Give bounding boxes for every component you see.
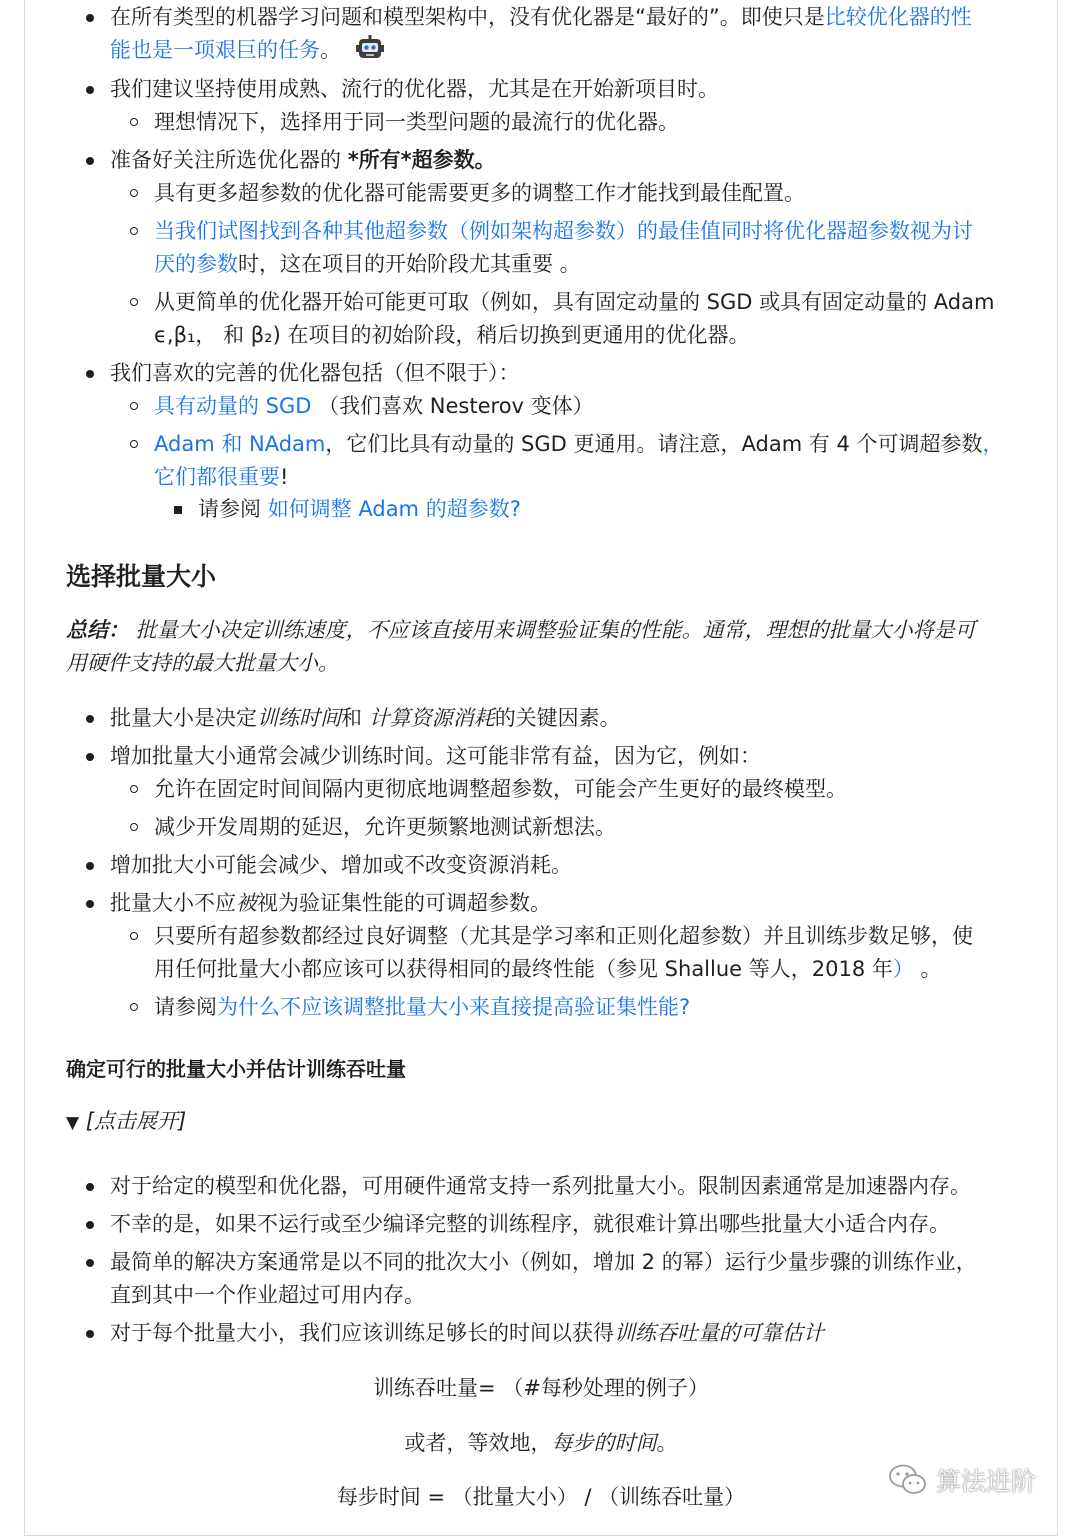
text: 时，这在项目的开始阶段尤其重要 。 bbox=[238, 252, 581, 276]
text: 批量大小是决定 bbox=[110, 706, 257, 730]
text: 。 bbox=[913, 957, 942, 981]
text: 批量大小决定训练速度，不应该直接用来调整验证集的性能。通常，理想的批量大小将是可 bbox=[129, 618, 976, 642]
wechat-icon bbox=[888, 1463, 928, 1497]
text: 视为验证集性能的可调超参数。 bbox=[257, 891, 551, 915]
optimizer-comparison-link-cont[interactable]: 能也是一项艰巨的任务 bbox=[110, 38, 320, 62]
watermark-text: 算法进阶 bbox=[936, 1467, 1037, 1496]
batch-size-faq-link[interactable]: 为什么不应该调整批量大小来直接提高验证集性能? bbox=[217, 995, 691, 1019]
text: 请参阅 bbox=[154, 995, 217, 1019]
robot-emoji-icon bbox=[356, 34, 384, 62]
formula-time-per-step: 每步时间 = （批量大小） / （训练吞吐量） bbox=[336, 1485, 746, 1509]
list-item-continued bbox=[154, 461, 288, 493]
list-item bbox=[154, 428, 1004, 460]
optimizer-comparison-link[interactable]: 比较优化器的性 bbox=[824, 5, 972, 29]
adam-importance-link[interactable]: ， bbox=[982, 432, 1004, 456]
nuisance-params-link[interactable]: 当我们试图找到各种其他超参数（例如架构超参数）的最佳值同时将优化器超参数视为讨 bbox=[154, 219, 973, 243]
watermark bbox=[888, 1458, 1036, 1502]
text: ，它们比具有动量的 SGD 更通用。请注意，Adam 有 4 个可调超参数 bbox=[325, 432, 983, 456]
list-item-continued bbox=[110, 34, 384, 66]
shallue-citation-link[interactable]: ） bbox=[892, 957, 914, 981]
italic-text: 计算资源消耗 bbox=[368, 706, 495, 730]
text: 在所有类型的机器学习问题和模型架构中，没有优化器是“最好的”。即使只是 bbox=[110, 5, 825, 29]
adam-importance-link-cont[interactable]: 它们都很重要 bbox=[154, 465, 280, 489]
text: （我们喜欢 Nesterov 变体） bbox=[311, 394, 594, 418]
section-heading: 选择批量大小 bbox=[66, 562, 217, 591]
bold-text: *所有*超参数。 bbox=[347, 148, 496, 172]
italic-text: 每步的时间 bbox=[551, 1431, 657, 1455]
text: 用任何批量大小都应该可以获得相同的最终性能（参见 Shallue 等人，2018 年 bbox=[154, 957, 893, 981]
text: 和 bbox=[341, 706, 369, 730]
expand-toggle[interactable] bbox=[66, 1105, 186, 1139]
text: 准备好关注所选优化器的 bbox=[110, 148, 348, 172]
list-item bbox=[154, 215, 973, 247]
text: 。 bbox=[320, 38, 341, 62]
list-item: 我们喜欢的完善的优化器包括（但不限于）： bbox=[110, 357, 520, 389]
list-item: 从更简单的优化器开始可能更可取（例如，具有固定动量的 SGD 或具有固定动量的 Adam bbox=[154, 286, 994, 318]
list-item-continued bbox=[154, 248, 581, 280]
list-item bbox=[110, 702, 621, 734]
list-item bbox=[198, 493, 521, 525]
list-item: 理想情况下，选择用于同一类型问题的最流行的优化器。 bbox=[154, 106, 679, 138]
list-item-continued bbox=[154, 953, 942, 985]
summary-paragraph-cont: 用硬件支持的最大批量大小。 bbox=[66, 651, 339, 675]
text: 的关键因素。 bbox=[494, 706, 621, 730]
list-item-continued: ϵ,β₁， 和 β₂) 在项目的初始阶段，稍后切换到更通用的优化器。 bbox=[154, 323, 750, 347]
list-item: 对于给定的模型和优化器，可用硬件通常支持一系列批量大小。限制因素通常是加速器内存。 bbox=[110, 1170, 971, 1202]
toggle-label: [点击展开] bbox=[85, 1109, 187, 1133]
list-item: 减少开发周期的延迟，允许更频繁地测试新想法。 bbox=[154, 811, 616, 843]
list-item bbox=[110, 887, 551, 919]
text: ! bbox=[280, 465, 289, 489]
list-item: 增加批量大小通常会减少训练时间。这可能非常有益，因为它，例如： bbox=[110, 740, 761, 772]
list-item bbox=[110, 1, 972, 33]
text: 请参阅 bbox=[198, 497, 268, 521]
text: 或者，等效地， bbox=[404, 1431, 552, 1455]
summary-label: 总结： bbox=[66, 618, 129, 642]
text: 对于每个批量大小，我们应该训练足够长的时间以获得 bbox=[110, 1321, 614, 1345]
triangle-down-icon: ▼ bbox=[66, 1113, 80, 1133]
list-item bbox=[154, 991, 690, 1023]
list-item-continued: 直到其中一个作业超过可用内存。 bbox=[110, 1283, 425, 1307]
tune-adam-link[interactable]: 如何调整 Adam 的超参数? bbox=[267, 497, 521, 521]
list-item: 允许在固定时间间隔内更彻底地调整超参数，可能会产生更好的最终模型。 bbox=[154, 773, 847, 805]
list-item bbox=[110, 1317, 824, 1349]
italic-text: 训练吞吐量的可靠估计 bbox=[614, 1321, 824, 1345]
text: 。 bbox=[656, 1431, 678, 1455]
list-item bbox=[154, 390, 594, 422]
list-item: 增加批大小可能会减少、增加或不改变资源消耗。 bbox=[110, 849, 572, 881]
list-item: 最简单的解决方案通常是以不同的批次大小（例如，增加 2 的幂）运行少量步骤的训练作业， bbox=[110, 1246, 977, 1278]
list-item: 只要所有超参数都经过良好调整（尤其是学习率和正则化超参数）并且训练步数足够，使 bbox=[154, 920, 973, 952]
sgd-momentum-link[interactable]: 具有动量的 SGD bbox=[154, 394, 312, 418]
list-item: 我们建议坚持使用成熟、流行的优化器，尤其是在开始新项目时。 bbox=[110, 73, 719, 105]
formula-throughput: 训练吞吐量= （#每秒处理的例子） bbox=[373, 1376, 709, 1400]
adam-nadam-link[interactable]: Adam 和 NAdam bbox=[154, 432, 326, 456]
subsection-heading: 确定可行的批量大小并估计训练吞吐量 bbox=[66, 1057, 406, 1081]
list-item: 不幸的是，如果不运行或至少编译完整的训练程序，就很难计算出哪些批量大小适合内存。 bbox=[110, 1208, 950, 1240]
summary-paragraph bbox=[66, 614, 976, 646]
nuisance-params-link-cont[interactable]: 厌的参数 bbox=[154, 252, 238, 276]
italic-text: 训练时间 bbox=[257, 706, 341, 730]
italic-text: 被 bbox=[236, 891, 257, 915]
list-item bbox=[110, 144, 496, 176]
text: 批量大小不应 bbox=[110, 891, 236, 915]
list-item: 具有更多超参数的优化器可能需要更多的调整工作才能找到最佳配置。 bbox=[154, 177, 805, 209]
formula-equivalent bbox=[66, 1427, 1016, 1459]
